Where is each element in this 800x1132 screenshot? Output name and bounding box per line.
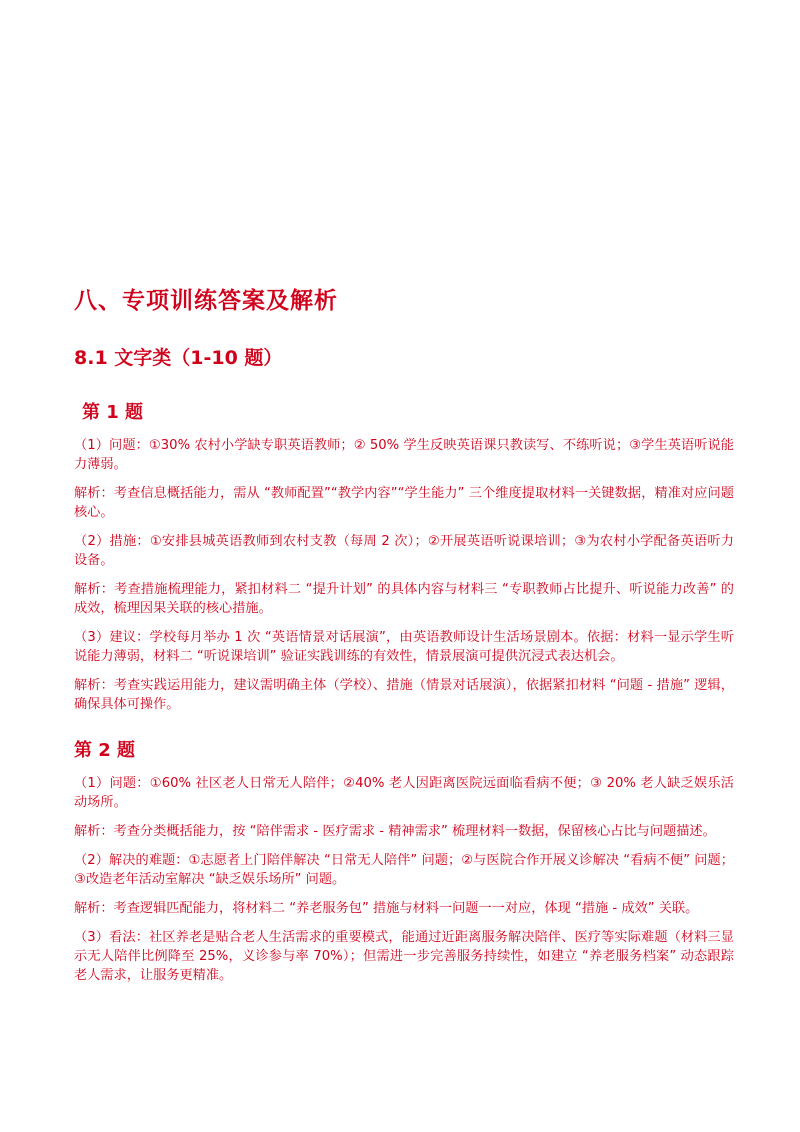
q2-problem: （1）问题：①60% 社区老人日常无人陪伴；②40% 老人因距离医院远面临看病不便；③ 20% 老人缺乏娱乐活动场所。	[74, 776, 734, 810]
q1-analysis-1: 解析：考查信息概括能力，需从 “教师配置”“教学内容”“学生能力” 三个维度提取材料一关键数据，精准对应问题核心。	[74, 486, 734, 520]
q1-analysis-2: 解析：考查措施梳理能力，紧扣材料二 “提升计划” 的具体内容与材料三 “专职教师占比提升、听说能力改善” 的成效，梳理因果关联的核心措施。	[74, 582, 734, 616]
q1-analysis-3: 解析：考查实践运用能力，建议需明确主体（学校）、措施（情景对话展演），依据紧扣材料 “问题 - 措施” 逻辑，确保具体可操作。	[74, 678, 734, 712]
chapter-title: 八、专项训练答案及解析	[74, 288, 338, 314]
document-content	[74, 282, 734, 995]
question-2-title: 第 2 题	[74, 740, 136, 761]
section-title: 8.1 文字类（1-10 题）	[74, 347, 283, 369]
q1-measures: （2）措施：①安排县城英语教师到农村支教（每周 2 次）；②开展英语听说课培训；③为农村小学配备英语听力设备。	[74, 534, 734, 568]
question-1-title: 第 1 题	[82, 402, 144, 423]
q2-opinion: （3）看法：社区养老是贴合老人生活需求的重要模式，能通过近距离服务解决陪伴、医疗等实际难题（材料三显示无人陪伴比例降至 25%，义诊参与率 70%）；但需进一步完善服务持续性，如建立 “养老服务档案” 动态跟踪老人需求，让服务更精准。	[74, 930, 734, 983]
q2-analysis-2: 解析：考查逻辑匹配能力，将材料二 “养老服务包” 措施与材料一问题一一对应，体现 “措施 - 成效” 关联。	[74, 901, 699, 916]
q2-analysis-1: 解析：考查分类概括能力，按 “陪伴需求 - 医疗需求 - 精神需求” 梳理材料一数据，保留核心占比与问题描述。	[74, 824, 716, 839]
q2-solutions: （2）解决的难题：①志愿者上门陪伴解决 “日常无人陪伴” 问题；②与医院合作开展义诊解决 “看病不便” 问题；③改造老年活动室解决 “缺乏娱乐场所” 问题。	[74, 853, 734, 887]
q1-problem: （1）问题：①30% 农村小学缺专职英语教师；② 50% 学生反映英语课只教读写、不练听说；③学生英语听说能力薄弱。	[74, 438, 734, 472]
q1-suggestion: （3）建议：学校每月举办 1 次 “英语情景对话展演”，由英语教师设计生活场景剧本。依据：材料一显示学生听说能力薄弱，材料二 “听说课培训” 验证实践训练的有效性，情景展演可提供沉浸式表达机会。	[74, 630, 734, 664]
